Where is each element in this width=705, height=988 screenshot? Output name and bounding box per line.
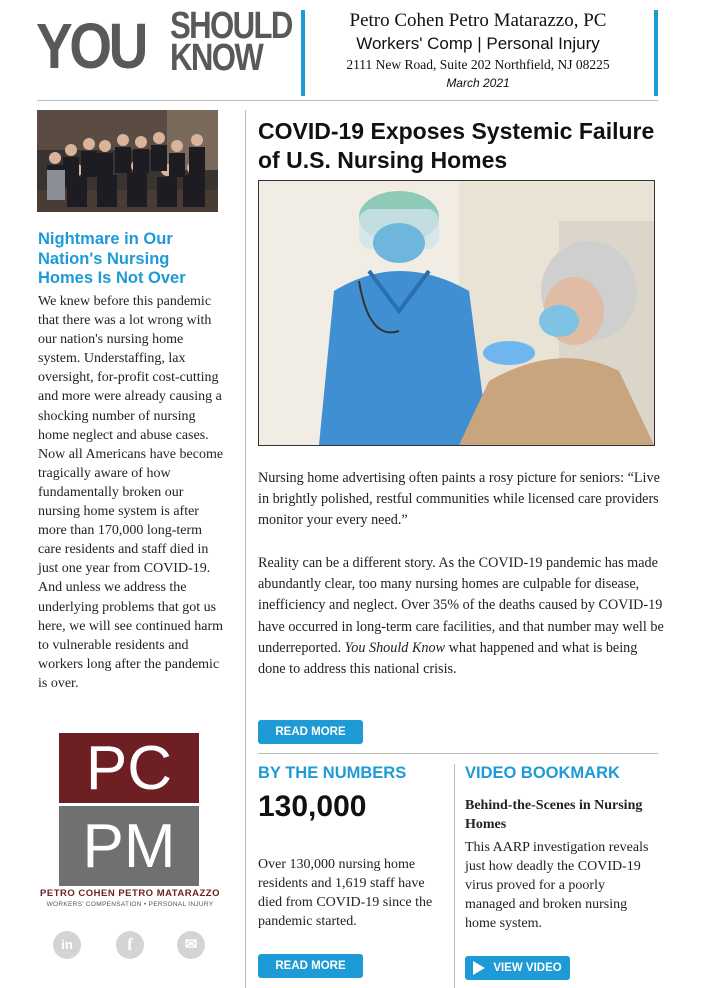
linkedin-icon[interactable]: in: [53, 931, 81, 959]
numbers-read-more-button[interactable]: READ MORE: [258, 954, 363, 978]
numbers-value: 130,000: [258, 790, 367, 823]
nurse-patient-photo: [258, 180, 655, 446]
issue-date: March 2021: [446, 76, 510, 90]
main-article-title: COVID-19 Exposes Systemic Failure of U.S. Nursing Homes: [258, 118, 655, 173]
logo-should: SHOULD: [170, 5, 292, 47]
view-video-label: VIEW VIDEO: [493, 962, 562, 974]
sidebar-article-body: We knew before this pandemic that there was a lot wrong with our nation's nursing home system. Understaffing, lax oversight, for-profit cost-cutting and more were already causing a shocking number of nursing home neglect and abuse cases. Now all Americans have become tragically aware of how fundamentally broken our nursing home system is after more than 170,000 long-term care residents and staff died in just one year from COVID-19. And unless we address the underlying problems that got us here, we will see continued harm to vulnerable residents and workers long after the pandemic is over.: [38, 294, 224, 691]
logo-should-know-text: [170, 5, 292, 79]
view-video-button[interactable]: [465, 956, 570, 980]
firm-practice: Workers' Comp | Personal Injury: [356, 34, 600, 53]
firm-name: Petro Cohen Petro Matarazzo, PC: [349, 10, 607, 31]
logo-you-text: YOU: [36, 10, 145, 82]
firm-address: 2111 New Road, Suite 202 Northfield, NJ 08225: [346, 57, 610, 72]
video-title: Behind-the-Scenes in Nursing Homes: [465, 798, 643, 832]
facebook-icon[interactable]: f: [116, 931, 144, 959]
column-divider: [245, 110, 246, 988]
main-paragraph-2: [258, 553, 668, 680]
pcpm-logo-tagline: WORKERS' COMPENSATION • PERSONAL INJURY: [46, 901, 214, 908]
video-text: This AARP investigation reveals just how deadly the COVID-19 virus proved for a poorly managed and broken nursing home system.: [465, 840, 649, 931]
main-paragraph-1: Nursing home advertising often paints a rosy picture for seniors: “Live in brightly polished, restful communities while licensed care providers monitor your every need.”: [258, 470, 660, 529]
main-paragraph-2-text: Reality can be a different story. As the COVID-19 pandemic has made abundantly clear, too many nursing homes are culpable for disease, inefficiency and neglect. Over 35% of the deaths caused by COVID-19 have occurred in long-term care facilities, and that number may well be underreported.: [258, 555, 664, 656]
email-icon[interactable]: ✉: [177, 931, 205, 959]
section-rule: [258, 753, 658, 754]
main-paragraph-2-italic: You Should Know: [344, 639, 446, 656]
header-rule: [37, 100, 658, 101]
header-divider-left: [301, 10, 305, 96]
read-more-button[interactable]: READ MORE: [258, 720, 363, 744]
pcpm-logo-pm: PM: [82, 812, 176, 881]
pcpm-logo-firm: PETRO COHEN PETRO MATARAZZO: [40, 888, 220, 899]
main-paragraph-2-tail: what happened and what is being done to address this national crisis.: [258, 639, 638, 678]
video-bookmark-heading: VIDEO BOOKMARK: [465, 764, 620, 782]
play-icon: [473, 961, 485, 975]
pcpm-logo: [35, 733, 225, 913]
logo-know: KNOW: [170, 37, 263, 79]
bottom-column-divider: [454, 764, 455, 988]
numbers-text: Over 130,000 nursing home residents and 1,619 staff have died from COVID-19 since the pandemic started.: [258, 857, 433, 929]
sidebar-article-title[interactable]: Nightmare in Our Nation's Nursing Homes Is Not Over: [38, 230, 186, 287]
by-the-numbers-heading: BY THE NUMBERS: [258, 764, 407, 782]
header-divider-right: [654, 10, 658, 96]
team-photo: [37, 110, 218, 212]
pcpm-logo-pc: PC: [85, 734, 173, 803]
